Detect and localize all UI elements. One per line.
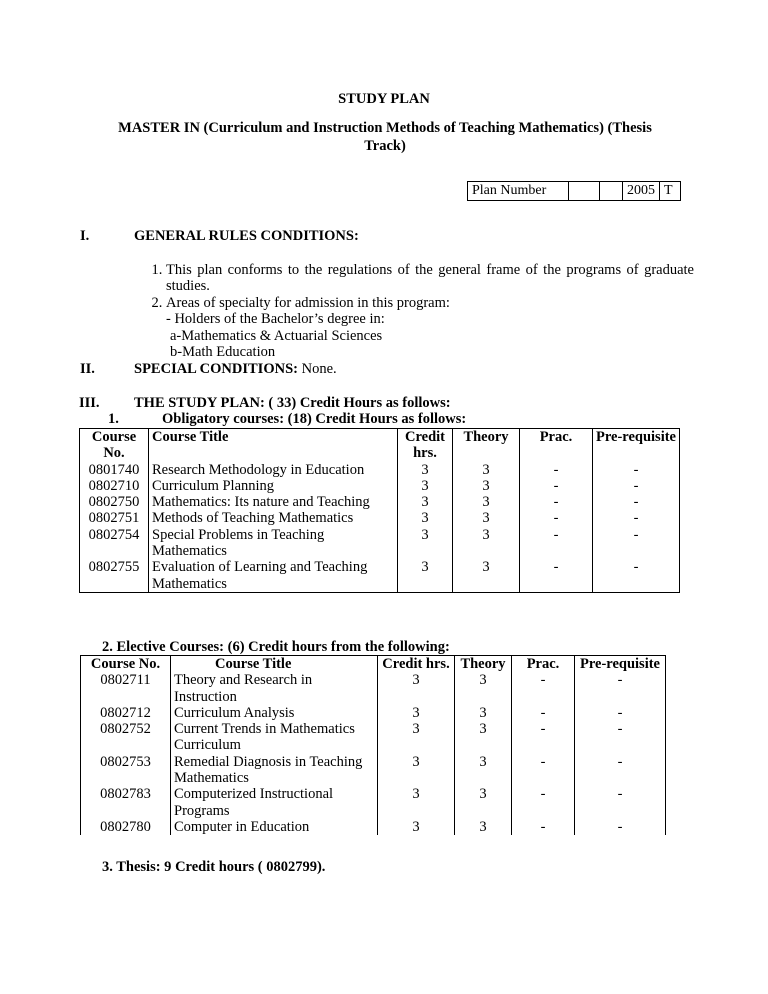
course-title: Curriculum Analysis <box>171 705 378 721</box>
col-course-no: Course No. <box>81 656 171 673</box>
prac-hrs: - <box>520 527 593 560</box>
rule-sub-3: b-Math Education <box>170 344 276 361</box>
course-title: Curriculum Planning <box>149 478 398 494</box>
course-no: 0802710 <box>80 478 149 494</box>
plan-number-year: 2005 <box>623 182 660 201</box>
col-course-title: Course Title <box>171 656 378 673</box>
elective-heading: 2. Elective Courses: (6) Credit hours from the following: <box>102 639 450 655</box>
prerequisite: - <box>593 527 680 560</box>
table-row <box>81 672 666 705</box>
col-course-title: Course Title <box>149 429 398 462</box>
obligatory-number: 1. <box>108 411 119 427</box>
prerequisite: - <box>575 705 666 721</box>
course-no: 0802753 <box>81 754 171 787</box>
theory-hrs: 3 <box>455 672 512 705</box>
credit-hrs: 3 <box>398 478 453 494</box>
table-row <box>81 786 666 819</box>
credit-hrs: 3 <box>398 462 453 478</box>
prerequisite: - <box>575 672 666 705</box>
course-no: 0801740 <box>80 462 149 478</box>
table-row <box>80 510 680 526</box>
prac-hrs: - <box>512 819 575 835</box>
prac-hrs: - <box>512 672 575 705</box>
table-row <box>81 721 666 754</box>
course-title: Computerized Instructional Programs <box>171 786 378 819</box>
table-row <box>80 462 680 478</box>
table-header-row <box>81 656 666 673</box>
obligatory-courses-table <box>79 428 680 593</box>
prerequisite: - <box>593 478 680 494</box>
rule-text: This plan conforms to the regulations of the general frame of the programs of graduate studies. <box>166 262 694 295</box>
prac-hrs: - <box>520 559 593 592</box>
course-title: Research Methodology in Education <box>149 462 398 478</box>
col-theory: Theory <box>455 656 512 673</box>
rule-text: Areas of specialty for admission in this program: <box>166 294 450 311</box>
rule-sub-1: - Holders of the Bachelor’s degree in: <box>166 311 385 328</box>
course-no: 0802752 <box>81 721 171 754</box>
table-row <box>81 705 666 721</box>
prac-hrs: - <box>512 786 575 819</box>
rules-list <box>146 262 694 360</box>
section-2-heading: SPECIAL CONDITIONS: <box>134 361 298 377</box>
rule-item-2 <box>166 295 694 361</box>
prerequisite: - <box>593 494 680 510</box>
credit-hrs: 3 <box>378 705 455 721</box>
theory-hrs: 3 <box>453 494 520 510</box>
theory-hrs: 3 <box>455 754 512 787</box>
theory-hrs: 3 <box>455 721 512 754</box>
credit-hrs: 3 <box>378 672 455 705</box>
prac-hrs: - <box>520 462 593 478</box>
course-no: 0802750 <box>80 494 149 510</box>
theory-hrs: 3 <box>453 527 520 560</box>
thesis-line <box>102 859 325 876</box>
section-2-numeral: II. <box>80 361 95 377</box>
theory-hrs: 3 <box>455 705 512 721</box>
obligatory-heading: Obligatory courses: (18) Credit Hours as follows: <box>162 411 467 427</box>
table-row <box>80 527 680 560</box>
course-no: 0802712 <box>81 705 171 721</box>
prac-hrs: - <box>512 705 575 721</box>
section-1-heading: GENERAL RULES CONDITIONS: <box>134 228 359 244</box>
credit-hrs: 3 <box>398 559 453 592</box>
col-prac: Prac. <box>520 429 593 462</box>
col-theory: Theory <box>453 429 520 462</box>
table-row <box>80 478 680 494</box>
program-subtitle: MASTER IN (Curriculum and Instruction Methods of Teaching Mathematics) (Thesis Track) <box>118 120 652 154</box>
table-row <box>80 559 680 592</box>
prerequisite: - <box>575 819 666 835</box>
thesis-prefix: 3. Thesis: 9 <box>102 859 172 875</box>
prerequisite: - <box>593 510 680 526</box>
course-title: Theory and Research in Instruction <box>171 672 378 705</box>
prac-hrs: - <box>520 510 593 526</box>
rule-sub-2: a-Mathematics & Actuarial Sciences <box>170 327 383 344</box>
section-1-numeral: I. <box>80 228 90 244</box>
course-no: 0802751 <box>80 510 149 526</box>
col-credit: Credit hrs. <box>378 656 455 673</box>
credit-hrs: 3 <box>378 786 455 819</box>
theory-hrs: 3 <box>455 786 512 819</box>
page-title: STUDY PLAN <box>338 91 430 107</box>
prerequisite: - <box>575 786 666 819</box>
elective-courses-table <box>80 655 666 835</box>
theory-hrs: 3 <box>455 819 512 835</box>
table-row <box>80 494 680 510</box>
prac-hrs: - <box>512 754 575 787</box>
course-no: 0802711 <box>81 672 171 705</box>
theory-hrs: 3 <box>453 462 520 478</box>
rule-item-1 <box>166 262 694 295</box>
prerequisite: - <box>593 462 680 478</box>
plan-number-code: T <box>660 182 681 201</box>
course-no: 0802783 <box>81 786 171 819</box>
table-header-row <box>80 429 680 462</box>
theory-hrs: 3 <box>453 510 520 526</box>
credit-hrs: 3 <box>378 819 455 835</box>
course-title: Computer in Education <box>171 819 378 835</box>
table-row <box>81 754 666 787</box>
col-course-no: Course No. <box>80 429 149 462</box>
section-3-heading: THE STUDY PLAN: ( 33) Credit Hours as follows: <box>134 395 451 411</box>
credit-hrs: 3 <box>398 510 453 526</box>
course-title: Mathematics: Its nature and Teaching <box>149 494 398 510</box>
course-title: Special Problems in Teaching Mathematics <box>149 527 398 560</box>
section-2-value: None. <box>301 361 337 377</box>
course-title: Evaluation of Learning and Teaching Mathematics <box>149 559 398 592</box>
credit-hrs: 3 <box>398 527 453 560</box>
section-3-numeral: III. <box>79 395 100 411</box>
credit-hrs: 3 <box>378 721 455 754</box>
prac-hrs: - <box>520 494 593 510</box>
theory-hrs: 3 <box>453 478 520 494</box>
col-prac: Prac. <box>512 656 575 673</box>
prerequisite: - <box>575 721 666 754</box>
prac-hrs: - <box>520 478 593 494</box>
theory-hrs: 3 <box>453 559 520 592</box>
col-credit: Credit hrs. <box>398 429 453 462</box>
thesis-text: Credit hours ( 0802799). <box>175 859 326 875</box>
table-row <box>81 819 666 835</box>
col-prereq: Pre-requisite <box>575 656 666 673</box>
col-prereq: Pre-requisite <box>593 429 680 462</box>
plan-number-blank <box>569 182 600 201</box>
course-no: 0802755 <box>80 559 149 592</box>
section-2-line <box>134 361 337 378</box>
course-no: 0802780 <box>81 819 171 835</box>
plan-number-label: Plan Number <box>468 182 569 201</box>
course-title: Current Trends in Mathematics Curriculum <box>171 721 378 754</box>
course-title: Remedial Diagnosis in Teaching Mathematics <box>171 754 378 787</box>
plan-number-blank <box>600 182 623 201</box>
prerequisite: - <box>575 754 666 787</box>
course-title: Methods of Teaching Mathematics <box>149 510 398 526</box>
credit-hrs: 3 <box>378 754 455 787</box>
plan-number-box <box>467 181 681 201</box>
prac-hrs: - <box>512 721 575 754</box>
course-no: 0802754 <box>80 527 149 560</box>
prerequisite: - <box>593 559 680 592</box>
credit-hrs: 3 <box>398 494 453 510</box>
